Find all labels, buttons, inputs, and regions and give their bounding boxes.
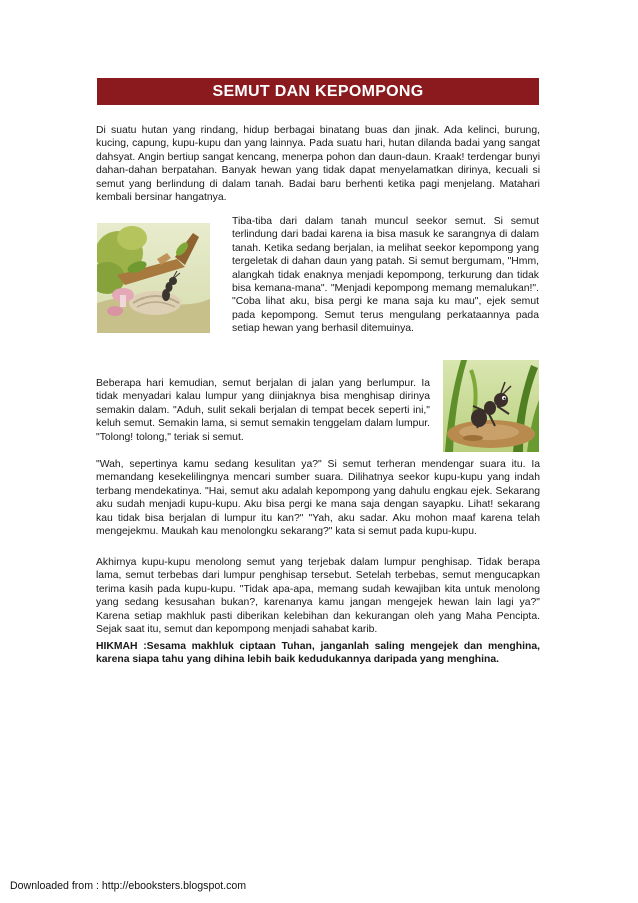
story-title: SEMUT DAN KEPOMPONG — [97, 78, 539, 105]
paragraph-resolution: Akhirnya kupu-kupu menolong semut yang terjebak dalam lumpur penghisap. Tidak berapa lama, semut terbebas dari lumpur penghisap tersebut. Setelah terbebas, semut mengucapkan terima kasih pada kupu-kupu. "Tidak apa-apa, memang sudah kewajiban kita untuk menolong yang sedang kesusahan bukan?, karenanya kamu jangan mengejek hewan lain lagi ya?" Karena setiap makhluk pasti diberikan kelebihan dan kekurangan oleh yang Maha Pencipta. Sejak saat itu, semut dan kepompong menjadi sahabat karib. — [96, 557, 540, 636]
paragraph-ant-in-mud: Beberapa hari kemudian, semut berjalan di jalan yang berlumpur. Ia tidak menyadari kalau lumpur yang diinjaknya bisa menghisap dirinya semakin dalam. "Aduh, sulit sekali berjalan di tempat becek seperti ini," keluh semut. Semakin lama, si semut semakin tenggelam dalam lumpur. "Tolong! tolong," teriak si semut. — [96, 378, 430, 443]
moral-of-story: HIKMAH :Sesama makhluk ciptaan Tuhan, janganlah saling mengejek dan menghina, karena siapa tahu yang dihina lebih baik kedudukannya daripada yang menghina. — [96, 641, 540, 666]
cocoon-on-branch-illustration — [97, 223, 210, 333]
paragraph-intro: Di suatu hutan yang rindang, hidup berbagai binatang buas dan jinak. Ada kelinci, burung, kucing, capung, kupu-kupu dan yang lainnya. Pada suatu hari, hutan dilanda badai yang sangat dahsyat. Angin bertiup sangat kencang, menerpa pohon dan daun-daun. Kraak! terdengar bunyi dahan-dahan berpatahan. Banyak hewan yang tidak dapat menyelamatkan dirinya, kecuali si semut yang berlindung di dalam tanah. Badai baru berhenti ketika pagi menjelang. Matahari kembali bersinar hangatnya. — [96, 125, 540, 204]
paragraph-butterfly-speaks: "Wah, sepertinya kamu sedang kesulitan ya?" Si semut terheran mendengar suara itu. Ia memandang kesekelilingnya mencari sumber suara. Dilihatnya seekor kupu-kupu yang indah terbang mendekatinya. "Hai, semut aku adalah kepompong yang dahulu engkau ejek. Sekarang aku sudah menjadi kupu-kupu. Aku bisa pergi ke mana saja dengan sayapku. Lihat! sekarang kau tidak bisa berjalan di lumpur itu kan?" "Yah, aku sadar. Aku mohon maaf karena telah mengejekmu. Maukah kau menolongku sekarang?" kata si semut pada kupu-kupu. — [96, 459, 540, 538]
paragraph-ant-meets-cocoon: Tiba-tiba dari dalam tanah muncul seekor semut. Si semut terlindung dari badai karena ia bisa masuk ke sarangnya di dalam tanah. Ketika sedang berjalan, ia melihat seekor kepompong yang tergeletak di dahan daun yang patah. Si semut bergumam, "Hmm, alangkah tidak enaknya menjadi kepompong, terkurung dan tidak bisa kemana-mana". "Menjadi kepompong memang memalukan!". "Coba lihat aku, bisa pergi ke mana saja ku mau", ejek semut pada kepompong. Semut terus mengulang perkataannya pada setiap hewan yang berhasil ditemuinya. — [232, 216, 539, 335]
ant-in-mud-illustration — [443, 360, 539, 452]
download-source-footer: Downloaded from : http://ebooksters.blogspot.com — [10, 880, 247, 892]
